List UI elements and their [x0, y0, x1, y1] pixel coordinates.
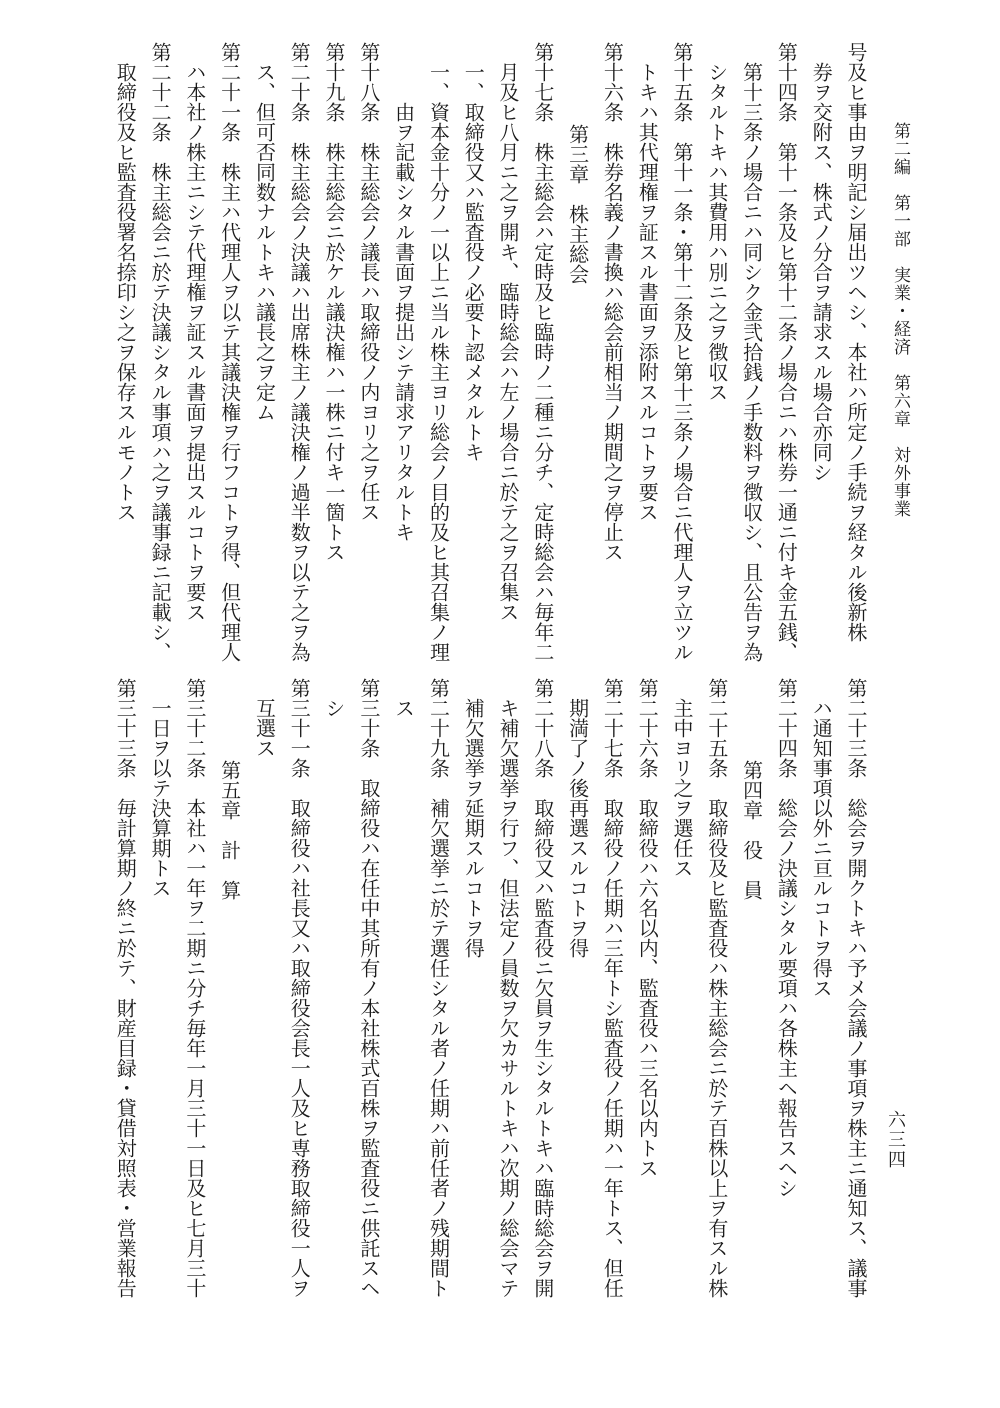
text-line: 第三十条 取締役ハ在任中其所有ノ本社株式百株ヲ監査役ニ供託スヘ	[356, 678, 381, 1298]
lower-text-block	[107, 678, 873, 1298]
text-line: 第三十三条 毎計算期ノ終ニ於テ、財産目録・貸借対照表・営業報告	[113, 678, 138, 1298]
text-line: 第二十八条 取締役又ハ監査役ニ欠員ヲ生シタルトキハ臨時総会ヲ開	[530, 678, 555, 1298]
text-line: 第二十七条 取締役ノ任期ハ三年トシ監査役ノ任期ハ一年トス、但任	[600, 678, 625, 1298]
text-line: 補欠選挙ヲ延期スルコトヲ得	[461, 698, 486, 958]
text-line: 第三十二条 本社ハ一年ヲ二期ニ分チ毎年一月三十一日及ヒ七月三十	[182, 678, 207, 1298]
text-line: ス	[391, 698, 416, 718]
text-line: シタルトキハ其費用ハ別ニ之ヲ徴収ス	[704, 62, 729, 402]
text-line: 第三十一条 取締役ハ社長又ハ取締役会長一人及ヒ専務取締役一人ヲ	[287, 678, 312, 1298]
page-number: 六三四	[885, 1110, 906, 1170]
chapter-heading: 第五章 計 算	[217, 760, 242, 900]
chapter-heading: 第四章 役 員	[739, 760, 764, 900]
text-line: 由ヲ記載シタル書面ヲ提出シテ請求アリタルトキ	[391, 102, 416, 542]
chapter-heading: 第三章 株主総会	[565, 124, 590, 284]
text-line: 第十五条 第十一条・第十二条及ヒ第十三条ノ場合ニ代理人ヲ立ツル	[670, 42, 695, 662]
text-line: 第十六条 株券名義ノ書換ハ総会前相当ノ期間之ヲ停止ス	[600, 42, 625, 562]
text-line: 第二十一条 株主ハ代理人ヲ以テ其議決権ヲ行フコトヲ得、但代理人	[217, 42, 242, 662]
text-line: 取締役及ヒ監査役署名捺印シ之ヲ保存スルモノトス	[113, 62, 138, 522]
upper-text-block	[107, 42, 873, 662]
text-line: 第十九条 株主総会ニ於ケル議決権ハ一株ニ付キ一箇トス	[322, 42, 347, 562]
running-header: 第二編 第一部 実業・経済 第六章 対外事業	[890, 122, 910, 518]
text-line: 券ヲ交附ス、株式ノ分合ヲ請求スル場合亦同シ	[809, 62, 834, 482]
text-line: 期満了ノ後再選スルコトヲ得	[565, 698, 590, 958]
text-line: 第十七条 株主総会ハ定時及ヒ臨時ノ二種ニ分チ、定時総会ハ毎年二	[530, 42, 555, 662]
text-line: 第二十六条 取締役ハ六名以内、監査役ハ三名以内トス	[635, 678, 660, 1178]
text-line: 主中ヨリ之ヲ選任ス	[670, 698, 695, 878]
text-line: ス、但可否同数ナルトキハ議長之ヲ定ム	[252, 62, 277, 422]
text-line: シ	[322, 698, 347, 718]
text-line: キ補欠選挙ヲ行フ、但法定ノ員数ヲ欠カサルトキハ次期ノ総会マテ	[496, 698, 521, 1298]
text-line: ハ通知事項以外ニ亘ルコトヲ得ス	[809, 698, 834, 998]
text-line: 第二十五条 取締役及ヒ監査役ハ株主総会ニ於テ百株以上ヲ有スル株	[704, 678, 729, 1298]
text-line: 月及ヒ八月ニ之ヲ開キ、臨時総会ハ左ノ場合ニ於テ之ヲ召集ス	[496, 62, 521, 622]
text-line: 第十八条 株主総会ノ議長ハ取締役ノ内ヨリ之ヲ任ス	[356, 42, 381, 522]
text-line: 第二十三条 総会ヲ開クトキハ予メ会議ノ事項ヲ株主ニ通知ス、議事	[844, 678, 868, 1298]
text-line: 第二十二条 株主総会ニ於テ決議シタル事項ハ之ヲ議事録ニ記載シ、	[148, 42, 173, 662]
text-line: 第十三条ノ場合ニハ同シク金弐拾銭ノ手数料ヲ徴収シ、且公告ヲ為	[739, 62, 764, 662]
text-line: 一日ヲ以テ決算期トス	[148, 698, 173, 898]
text-line: 一、取締役又ハ監査役ノ必要ト認メタルトキ	[461, 62, 486, 462]
text-line: ハ本社ノ株主ニシテ代理権ヲ証スル書面ヲ提出スルコトヲ要ス	[182, 62, 207, 622]
text-line: 互選ス	[252, 698, 277, 758]
text-line: トキハ其代理権ヲ証スル書面ヲ添附スルコトヲ要ス	[635, 62, 660, 522]
text-line: 一、資本金十分ノ一以上ニ当ル株主ヨリ総会ノ目的及ヒ其召集ノ理	[426, 62, 451, 662]
text-line: 第二十条 株主総会ノ決議ハ出席株主ノ議決権ノ過半数ヲ以テ之ヲ為	[287, 42, 312, 662]
text-line: 第二十四条 総会ノ決議シタル要項ハ各株主ヘ報告スヘシ	[774, 678, 799, 1198]
text-line: 第十四条 第十一条及ヒ第十二条ノ場合ニハ株券一通ニ付キ金五銭、	[774, 42, 799, 662]
text-line: 第二十九条 補欠選挙ニ於テ選任シタル者ノ任期ハ前任者ノ残期間ト	[426, 678, 451, 1298]
text-line: 号及ヒ事由ヲ明記シ届出ツヘシ、本社ハ所定ノ手続ヲ経タル後新株	[844, 42, 868, 642]
